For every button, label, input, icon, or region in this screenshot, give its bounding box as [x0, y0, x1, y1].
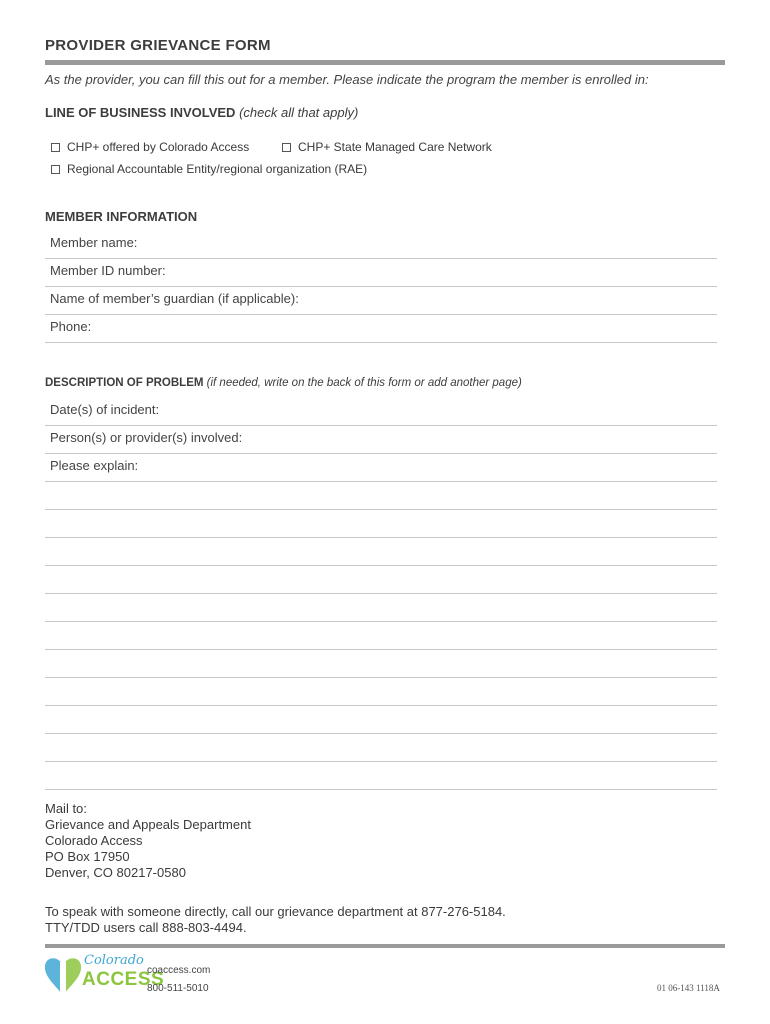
- explanation-line[interactable]: [45, 761, 717, 762]
- checkbox-label: Regional Accountable Entity/regional organization (RAE): [67, 162, 368, 176]
- line-of-business-note: (check all that apply): [239, 105, 359, 120]
- explanation-line[interactable]: [45, 649, 717, 650]
- contact-line-phone: To speak with someone directly, call our grievance department at 877-276-5184.: [45, 904, 506, 919]
- checkbox-icon[interactable]: [51, 143, 60, 152]
- footer-divider: [45, 944, 725, 948]
- description-label: DESCRIPTION OF PROBLEM: [45, 377, 204, 389]
- description-note: (if needed, write on the back of this form or add another page): [206, 377, 522, 389]
- line-of-business-label: LINE OF BUSINESS INVOLVED: [45, 105, 236, 120]
- explanation-line[interactable]: [45, 621, 717, 622]
- checkbox-chp-colorado-access[interactable]: [51, 140, 249, 154]
- form-intro: As the provider, you can fill this out for a member. Please indicate the program the member is enrolled in:: [45, 72, 649, 87]
- mailing-address: [45, 801, 251, 881]
- member-information-heading: MEMBER INFORMATION: [45, 209, 198, 224]
- incident-date-field[interactable]: Date(s) of incident:: [45, 399, 717, 426]
- mail-line: Colorado Access: [45, 833, 143, 848]
- member-id-field[interactable]: Member ID number:: [45, 260, 717, 287]
- description-heading: [45, 377, 522, 389]
- checkbox-rae[interactable]: [51, 162, 367, 176]
- heart-logo-icon: [40, 954, 86, 1000]
- explanation-line[interactable]: [45, 509, 717, 510]
- line-of-business-heading: [45, 105, 358, 120]
- checkbox-icon[interactable]: [51, 165, 60, 174]
- form-code: 01 06-143 1118A: [657, 983, 720, 993]
- contact-info: [45, 904, 506, 936]
- checkbox-icon[interactable]: [282, 143, 291, 152]
- logo-script-text: Colorado: [84, 953, 144, 968]
- checkbox-label: CHP+ State Managed Care Network: [298, 140, 492, 154]
- persons-involved-field[interactable]: Person(s) or provider(s) involved:: [45, 427, 717, 454]
- explanation-line[interactable]: [45, 593, 717, 594]
- explanation-field[interactable]: Please explain:: [45, 455, 717, 482]
- explanation-line[interactable]: [45, 565, 717, 566]
- footer-website[interactable]: coaccess.com: [147, 965, 211, 976]
- guardian-name-field[interactable]: Name of member’s guardian (if applicable):: [45, 288, 717, 315]
- checkbox-label: CHP+ offered by Colorado Access: [67, 140, 250, 154]
- form-title: PROVIDER GRIEVANCE FORM: [45, 37, 271, 54]
- title-divider: [45, 60, 725, 65]
- explanation-line[interactable]: [45, 733, 717, 734]
- explanation-line[interactable]: [45, 789, 717, 790]
- mail-line: PO Box 17950: [45, 849, 130, 864]
- mail-line: Denver, CO 80217-0580: [45, 865, 186, 880]
- footer-phone: 800-511-5010: [147, 983, 209, 994]
- colorado-access-logo: [40, 953, 165, 1000]
- logo-access-text: ACCESS: [82, 969, 165, 990]
- phone-field[interactable]: Phone:: [45, 316, 717, 343]
- explanation-line[interactable]: [45, 537, 717, 538]
- explanation-line[interactable]: [45, 677, 717, 678]
- member-name-field[interactable]: Member name:: [45, 232, 717, 259]
- contact-line-tty: TTY/TDD users call 888-803-4494.: [45, 920, 247, 935]
- checkbox-chp-state-managed[interactable]: [282, 140, 492, 154]
- mail-heading: Mail to:: [45, 801, 87, 816]
- mail-line: Grievance and Appeals Department: [45, 817, 251, 832]
- explanation-line[interactable]: [45, 705, 717, 706]
